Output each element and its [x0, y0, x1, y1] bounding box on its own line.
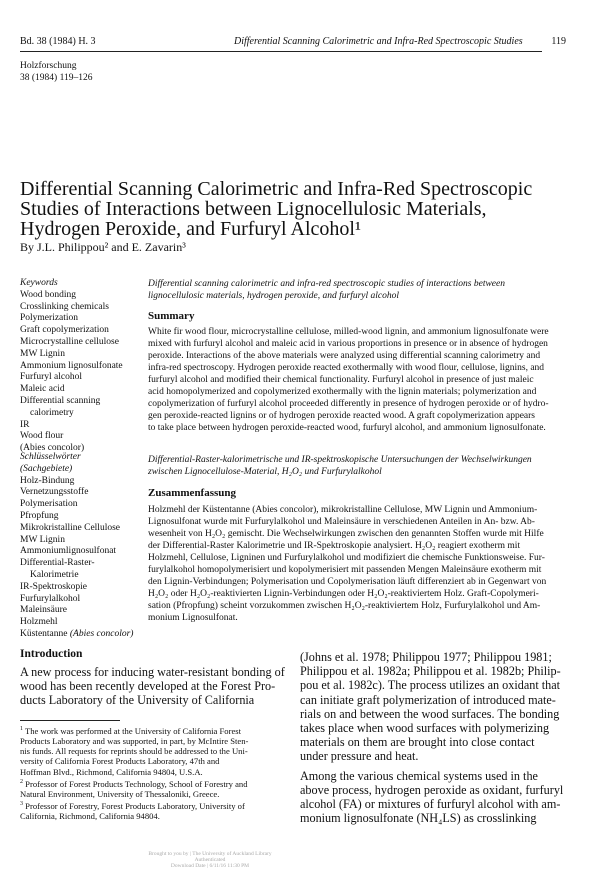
keyword-item: Crosslinking chemicals: [20, 301, 109, 312]
footnote-3: [20, 799, 292, 821]
zusammenfassung-line: wesenheit von H₂O₂ gemischt. Die Wechselwirkungen zwischen den genannten Stoffen wurde mit Hilfe: [148, 529, 544, 539]
zusammenfassung-line: Lignosulfonat wurde mit Furfurylalkohol und Maleinsäure in verschiedenen Anteilen in An- bzw. Ab-: [148, 517, 535, 527]
schluesselwort-species: (Abies concolor): [69, 628, 134, 639]
schluesselwort-item: Holz-Bindung: [20, 475, 75, 486]
title-line: Studies of Interactions between Lignocellulosic Materials,: [20, 198, 487, 220]
intro-line: Philippou et al. 1982a; Philippou et al. 1982b; Philip-: [300, 664, 561, 679]
summary-line: White fir wood flour, microcrystalline cellulose, milled-wood lignin, and ammonium lignosulfonate were: [148, 327, 549, 337]
intro-line: monium lignosulfonate (NH₄LS) as crosslinking: [300, 811, 537, 826]
zusammenfassung-line: der Differential-Raster Kalorimetrie und IR-Spektroskopie analysiert. H₂O₂ reagiert exotherm mit: [148, 541, 521, 551]
volume-info: Bd. 38 (1984) H. 3: [20, 36, 96, 47]
keyword-item: Furfuryl alcohol: [20, 372, 83, 383]
schluesselwort-item: Differential-Raster-: [20, 558, 95, 569]
introduction-text: [20, 665, 285, 708]
summary-line: copolymerization of furfuryl alcohol proceeded differently in presence of hydrogen peroxide or of hydro-: [148, 399, 549, 409]
footnote-1: [20, 724, 292, 777]
intro-line: materials on them are brought into close contact: [300, 735, 535, 750]
watermark-line: Download Date | 6/11/16 11:30 PM: [170, 863, 250, 869]
schluesselwort-item: Kalorimetrie: [30, 569, 79, 580]
keyword-item: IR: [20, 419, 30, 430]
schluesselwoerter-title: Schlüsselwörter: [20, 452, 81, 462]
summary-line: mixed with furfuryl alcohol and maleic acid in various proportions in presence or in absence of hydrogen: [148, 339, 548, 349]
zusammenfassung-line: sation (Pfropfung) scheint vorzukommen zwischen H₂O₂-reaktiviertem Holz, Furfurylalkohol und Am-: [148, 601, 541, 611]
footnote-line: nis funds. All requests for reprints should be addressed to the Uni-: [20, 746, 248, 757]
schluesselwort-item: IR-Spektroskopie: [20, 581, 88, 592]
journal-citation: 38 (1984) 119–126: [20, 73, 93, 83]
footnote-line: Products Laboratory and was supported, in part, by McIntire Sten-: [20, 736, 249, 747]
download-watermark: [130, 851, 290, 869]
schluesselwort-item: MW Lignin: [20, 534, 65, 545]
schluesselwoerter-subtitle: (Sachgebiete): [20, 463, 73, 474]
footnote-line: versity of California Forest Products Laboratory, 47th and: [20, 756, 220, 767]
summary-english-title: Differential scanning calorimetric and infra-red spectroscopic studies of interactions between: [148, 279, 505, 289]
watermark-line: Authenticated: [194, 857, 226, 863]
zusammenfassung-block: [148, 454, 566, 624]
footnote-mark: 2: [20, 778, 24, 785]
keywords-title: Keywords: [20, 278, 58, 288]
summary-line: peroxide. Interactions of the above materials were analyzed using differential scanning calorimetry and: [148, 351, 541, 361]
schluesselwort-item: Maleinsäure: [20, 605, 67, 616]
summary-line: acid homopolymerized and copolymerized exothermally with the lignin materials; polymerization and: [148, 387, 537, 397]
intro-line: alcohol (FA) or mixtures of furfuryl alcohol with am-: [300, 797, 561, 812]
keyword-item: Differential scanning: [20, 395, 101, 406]
footnote-line: Professor of Forest Products Technology, School of Forestry and: [25, 778, 248, 789]
zusammenfassung-line: Holzmehl, Cellulose, Ligninen und Furfurylalkohol und modifiziert die chemische Funktionsweise. Fur-: [148, 553, 545, 563]
keyword-item: MW Lignin: [20, 348, 65, 359]
footnote-mark: 3: [20, 801, 24, 808]
intro-line: above process, hydrogen peroxide as oxidant, furfuryl: [300, 782, 564, 797]
title-line: Hydrogen Peroxide, and Furfuryl Alcohol¹: [20, 218, 361, 240]
footnote-rule: [20, 720, 120, 721]
schluesselwort-item: Pfropfung: [20, 510, 59, 521]
schluesselwort-item: Polymerisation: [20, 499, 78, 510]
summary-line: infra-red spectroscopy. Hydrogen peroxide reacted exothermally with wood flour, cellulose, lignins, and: [148, 363, 545, 373]
keyword-item: calorimetry: [30, 407, 74, 418]
summary-line: furfuryl alcohol and modified their chemical functionality. Furfuryl alcohol in presence of just maleic: [148, 375, 534, 385]
running-title: Differential Scanning Calorimetric and Infra-Red Spectroscopic Studies: [234, 36, 523, 47]
footnote-line: California, Richmond, California 94804.: [20, 811, 160, 822]
footnote-line: The work was performed at the University of California Forest: [25, 725, 241, 736]
schluesselwoerter-block: [20, 452, 150, 641]
watermark-line: Brought to you by | The University of Auckland Library: [148, 851, 272, 857]
footnote-line: Hoffman Blvd., Richmond, California 94804, U.S.A.: [20, 766, 203, 777]
footnote-line: Professor of Forestry, Forest Products Laboratory, University of: [25, 801, 245, 811]
keyword-item: Graft copolymerization: [20, 325, 109, 336]
summary-english-title: lignocellulosic materials, hydrogen peroxide, and furfuryl alcohol: [148, 291, 400, 301]
zusammenfassung-line: furylalkohol homopolymerisiert und kopolymerisiert mit passenden Mengen Maleinsäure exotherm mit: [148, 565, 542, 575]
introduction-heading: Introduction: [20, 648, 83, 660]
schluesselwort-prefix: Küstentanne: [20, 628, 68, 639]
zusammenfassung-line: monium Lignosulfonat.: [148, 613, 238, 623]
summary-line: gen peroxide-reacted lignins or of hydrogen peroxide reacted wood. A graft copolymerization appears: [148, 411, 535, 421]
intro-line: rials on and between the wood surfaces. The bonding: [300, 706, 560, 721]
schluesselwort-item: [20, 629, 150, 641]
footnotes: [20, 724, 292, 821]
intro-line: A new process for inducing water-resistant bonding of: [20, 665, 285, 679]
schluesselwort-item: Vernetzungsstoffe: [20, 487, 89, 498]
footnote-line: Natural Environment, University of Thessaloniki, Greece.: [20, 788, 220, 799]
keyword-item: Wood bonding: [20, 289, 76, 300]
summary-block: [148, 278, 566, 434]
journal-info: [20, 60, 92, 84]
zusammenfassung-line: H₂O₂ oder H₂O₂-reaktivierten Lignin-Verbindungen oder H₂O₂-reaktiviertem Holz. Graft-Copolymeri-: [148, 589, 539, 599]
footnote-2: [20, 777, 292, 799]
zusammenfassung-line: Holzmehl der Küstentanne (Abies concolor), mikrokristalline Cellulose, MW Lignin und Ammonium-: [148, 505, 538, 515]
page-number: 119: [551, 36, 566, 47]
introduction-left: [20, 648, 285, 708]
intro-line: under pressure and heat.: [300, 749, 419, 764]
zusammenfassung-heading: Zusammenfassung: [148, 487, 237, 499]
keywords-block: [20, 278, 150, 455]
zusammenfassung-line: den Lignin-Verbindungen; Polymerisation und Copolymerisation läuft differenziert ab in Gegenwart von: [148, 577, 547, 587]
title-line: Differential Scanning Calorimetric and Infra-Red Spectroscopic: [20, 178, 533, 200]
schluesselwort-item: Furfurylalkohol: [20, 593, 81, 604]
intro-line: can initiate graft polymerization of introduced mate-: [300, 692, 556, 707]
zusammenfassung-german-title: zwischen Lignocellulose-Material, H₂O₂ und Furfurylalkohol: [148, 467, 382, 477]
intro-line: ducts Laboratory of the University of California: [20, 693, 255, 708]
authors: By J.L. Philippou² and E. Zavarin³: [20, 240, 186, 254]
keyword-item: Wood flour: [20, 431, 64, 442]
intro-line: (Johns et al. 1978; Philippou 1977; Philippou 1981;: [300, 650, 552, 664]
footnote-mark: 1: [20, 726, 24, 732]
intro-line: takes place when wood surfaces with polymerizing: [300, 721, 550, 736]
keyword-item: Polymerization: [20, 313, 79, 324]
keyword-item: Microcrystalline cellulose: [20, 336, 119, 347]
keyword-item: Ammonium lignosulfonate: [20, 360, 123, 371]
intro-line: wood has been recently developed at the Forest Pro-: [20, 679, 276, 694]
schluesselwort-item: Holzmehl: [20, 617, 58, 628]
summary-line: to take place between hydrogen peroxide-reacted wood, furfuryl alcohol, and ammonium lignosulfonate.: [148, 423, 546, 433]
schluesselwort-item: Ammoniumlignosulfonat: [20, 546, 117, 557]
schluesselwort-item: Mikrokristalline Cellulose: [20, 522, 121, 533]
intro-line: pou et al. 1982c). The process utilizes an oxidant that: [300, 678, 561, 693]
keyword-item: (Abies concolor): [20, 443, 85, 454]
keyword-item: Maleic acid: [20, 384, 65, 395]
intro-line: Among the various chemical systems used in the: [300, 768, 538, 783]
header-rule: [20, 51, 542, 52]
journal-name: Holzforschung: [20, 61, 77, 71]
zusammenfassung-german-title: Differential-Raster-kalorimetrische und IR-spektroskopische Untersuchungen der Wechselwirkungen: [148, 455, 532, 465]
article-title: [20, 179, 560, 239]
introduction-right: [300, 650, 568, 825]
summary-heading: Summary: [148, 310, 195, 322]
